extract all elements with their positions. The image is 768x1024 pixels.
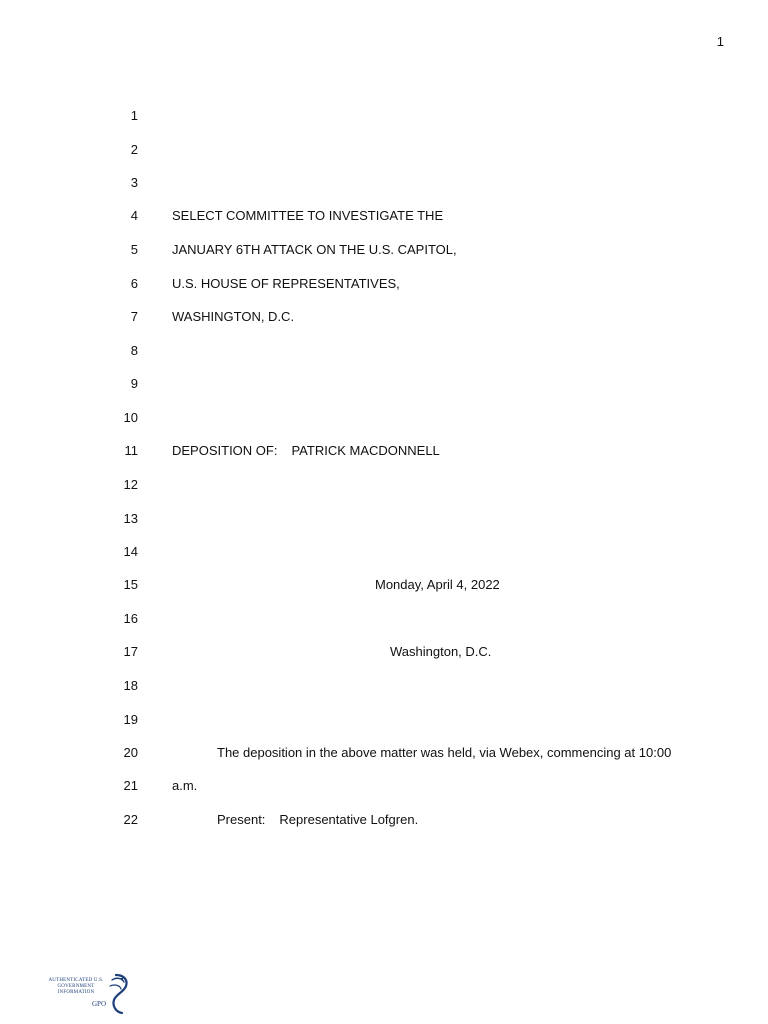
transcript-line bbox=[0, 812, 768, 832]
line-number: 20 bbox=[123, 745, 138, 760]
line-number: 4 bbox=[130, 208, 138, 223]
line-number: 17 bbox=[123, 644, 138, 659]
transcript-line bbox=[0, 611, 768, 631]
transcript-line bbox=[0, 376, 768, 396]
deponent-name: PATRICK MACDONNELL bbox=[291, 443, 440, 458]
transcript-line bbox=[0, 577, 768, 597]
line-number: 3 bbox=[130, 175, 138, 190]
line-number: 16 bbox=[123, 611, 138, 626]
page-number: 1 bbox=[716, 34, 724, 49]
transcript-line bbox=[0, 208, 768, 228]
transcript-line bbox=[0, 276, 768, 296]
line-number: 14 bbox=[123, 544, 138, 559]
deposition-place: Washington, D.C. bbox=[390, 644, 492, 659]
transcript-line bbox=[0, 343, 768, 363]
line-number: 1 bbox=[130, 108, 138, 123]
line-number: 2 bbox=[130, 142, 138, 157]
seal-text: AUTHENTICATED U.S. GOVERNMENT INFORMATION bbox=[48, 978, 104, 995]
line-number: 19 bbox=[123, 712, 138, 727]
transcript-line bbox=[0, 544, 768, 564]
line-number: 8 bbox=[130, 343, 138, 358]
seal-mark: GPO bbox=[92, 1000, 107, 1008]
line-number: 9 bbox=[130, 376, 138, 391]
transcript-line bbox=[0, 477, 768, 497]
present-value: Representative Lofgren. bbox=[279, 812, 419, 827]
transcript-line bbox=[0, 309, 768, 329]
line-number: 18 bbox=[123, 678, 138, 693]
deposition-label: DEPOSITION OF: bbox=[172, 443, 278, 458]
committee-title: SELECT COMMITTEE TO INVESTIGATE THE bbox=[172, 208, 444, 223]
transcript-line bbox=[0, 511, 768, 531]
line-number: 12 bbox=[123, 477, 138, 492]
committee-location: WASHINGTON, D.C. bbox=[172, 309, 295, 324]
transcript-line bbox=[0, 175, 768, 195]
line-number: 6 bbox=[130, 276, 138, 291]
line-number: 22 bbox=[123, 812, 138, 827]
transcript-line bbox=[0, 410, 768, 430]
line-number: 7 bbox=[130, 309, 138, 324]
transcript-line bbox=[0, 242, 768, 262]
transcript-line bbox=[0, 142, 768, 162]
line-number: 5 bbox=[130, 242, 138, 257]
gpo-eagle-icon bbox=[102, 972, 130, 1016]
line-number: 21 bbox=[123, 778, 138, 793]
transcript-line bbox=[0, 108, 768, 128]
transcript-line bbox=[0, 443, 768, 463]
transcript-line bbox=[0, 745, 768, 765]
line-number: 11 bbox=[124, 443, 138, 458]
transcript-line bbox=[0, 678, 768, 698]
deposition-statement-cont: a.m. bbox=[172, 778, 198, 793]
deposition-date: Monday, April 4, 2022 bbox=[375, 577, 500, 592]
transcript-line bbox=[0, 644, 768, 664]
committee-house: U.S. HOUSE OF REPRESENTATIVES, bbox=[172, 276, 400, 291]
line-number: 13 bbox=[123, 511, 138, 526]
gpo-authentication-seal bbox=[44, 972, 134, 1020]
present-label: Present: bbox=[217, 812, 266, 827]
line-number: 15 bbox=[123, 577, 138, 592]
line-number: 10 bbox=[123, 410, 138, 425]
transcript-line bbox=[0, 712, 768, 732]
present-line bbox=[217, 812, 418, 827]
deposition-statement: The deposition in the above matter was held, via Webex, commencing at 10:00 bbox=[217, 745, 672, 760]
transcript-line bbox=[0, 778, 768, 798]
committee-title: JANUARY 6TH ATTACK ON THE U.S. CAPITOL, bbox=[172, 242, 457, 257]
deposition-of bbox=[172, 443, 440, 458]
